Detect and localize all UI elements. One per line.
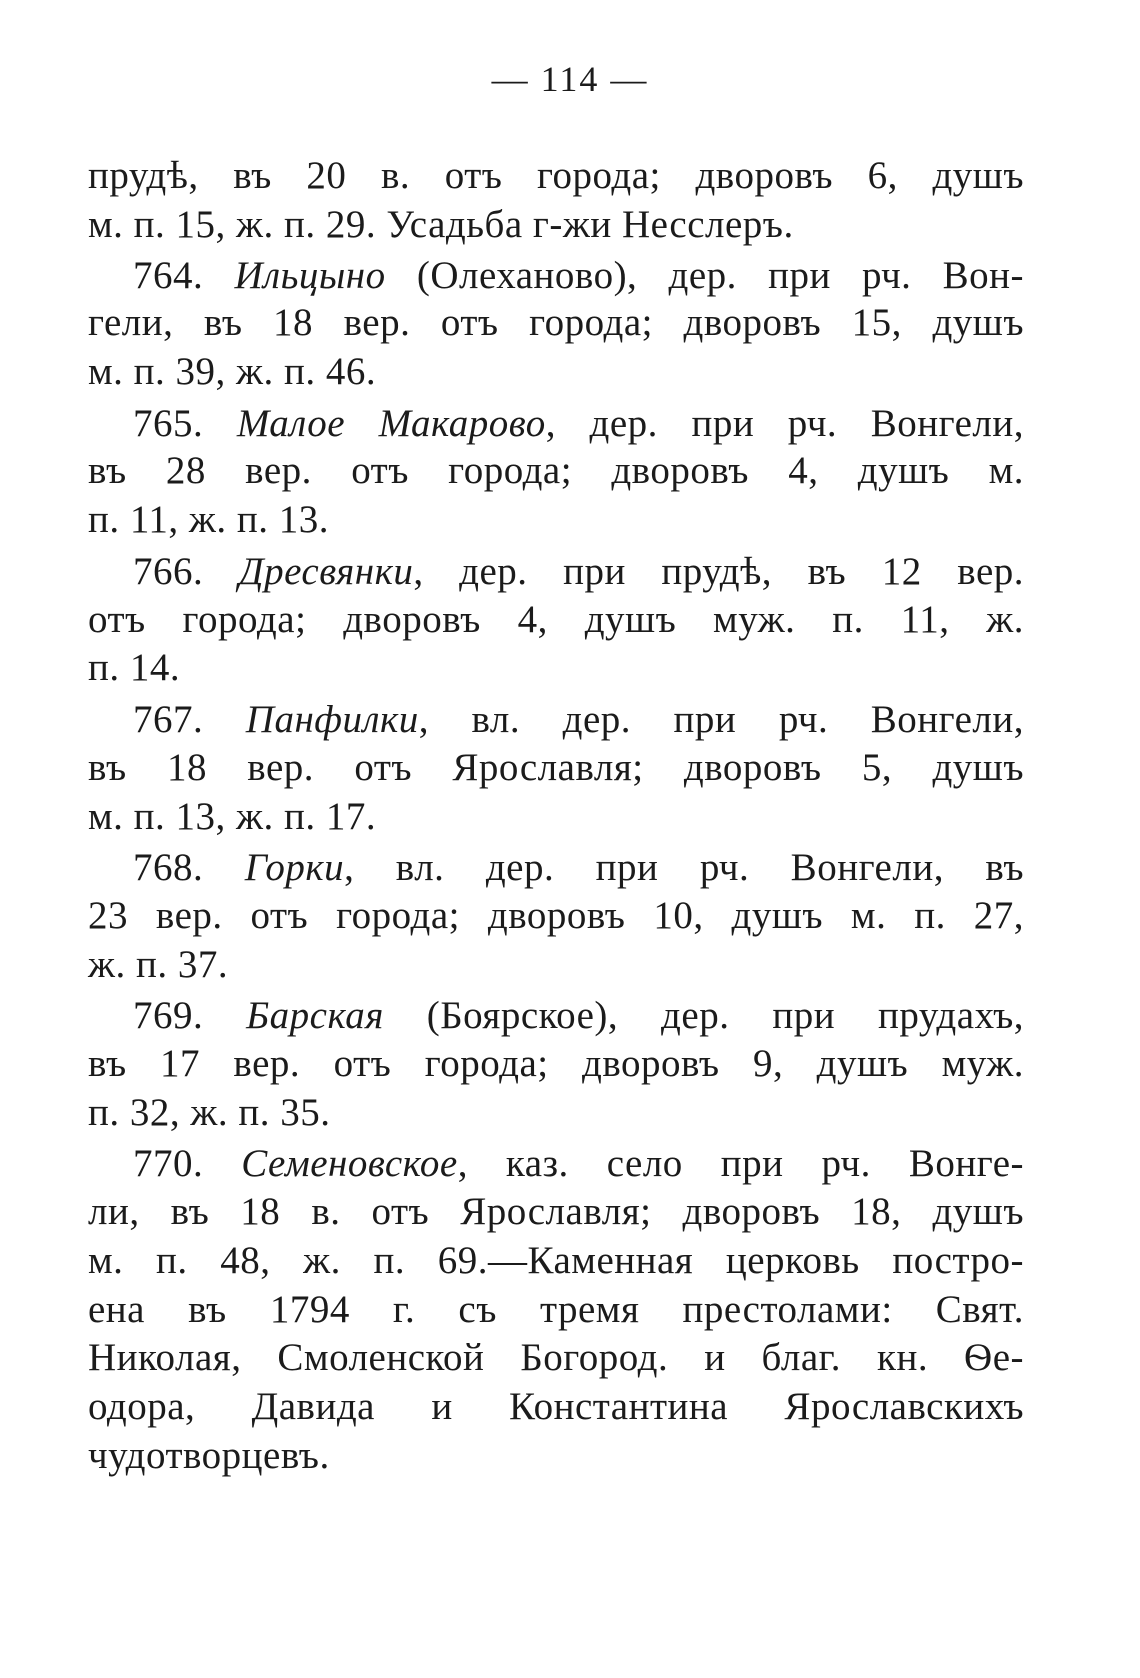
text-line <box>88 494 1024 546</box>
text-segment: м. п. 48, ж. п. 69.—Каменная церковь постро- <box>88 1239 1024 1282</box>
text-segment: 767. <box>133 698 246 741</box>
text-segment: м. п. 13, ж. п. 17. <box>88 795 377 838</box>
text-segment: въ 28 вер. отъ города; дворовъ 4, душъ м. <box>88 449 1024 492</box>
text-line <box>88 1186 1024 1238</box>
text-line <box>88 1087 1024 1139</box>
text-line <box>88 1332 1024 1384</box>
text-segment: , дер. при рч. Вонгели, <box>545 402 1024 445</box>
text-segment: ена въ 1794 г. съ тремя престолами: Свят. <box>88 1288 1024 1331</box>
text-line <box>88 1038 1024 1090</box>
text-segment: 23 вер. отъ города; дворовъ 10, душъ м. п. 27, <box>88 894 1024 937</box>
text-line <box>88 990 1024 1042</box>
text-segment: п. 11, ж. п. 13. <box>88 498 329 541</box>
text-line <box>88 1138 1024 1190</box>
text-segment: 765. <box>133 402 237 445</box>
text-segment: гели, въ 18 вер. отъ города; дворовъ 15, душъ <box>88 301 1024 344</box>
text-segment: м. п. 15, ж. п. 29. Усадьба г-жи Несслеръ. <box>88 203 794 246</box>
text-segment: п. 14. <box>88 646 181 689</box>
text-segment: , дер. при прудѣ, въ 12 вер. <box>413 550 1025 593</box>
text-segment: въ 18 вер. отъ Ярославля; дворовъ 5, душъ <box>88 746 1024 789</box>
text-line <box>88 842 1024 894</box>
text-segment: ж. п. 37. <box>88 943 229 986</box>
text-segment: , каз. село при рч. Вонге- <box>457 1142 1025 1185</box>
text-segment: п. 32, ж. п. 35. <box>88 1091 331 1134</box>
text-segment: 766. <box>133 550 239 593</box>
text-line <box>88 594 1024 646</box>
text-segment: отъ города; дворовъ 4, душъ муж. п. 11, ж. <box>88 598 1024 641</box>
text-line <box>88 1381 1024 1433</box>
text-segment: (Олеханово), дер. при рч. Вон- <box>385 254 1025 297</box>
text-segment: , вл. дер. при рч. Вонгели, <box>418 698 1024 741</box>
text-line <box>88 1284 1024 1336</box>
text-line <box>88 742 1024 794</box>
place-name: Барская <box>246 994 384 1037</box>
text-line <box>88 346 1024 398</box>
place-name: Дресвянки <box>238 550 414 593</box>
text-segment: (Боярское), дер. при прудахъ, <box>383 994 1024 1037</box>
text-segment: Николая, Смоленской Богород. и благ. кн. Ѳе- <box>88 1336 1024 1379</box>
text-line <box>88 1430 1024 1482</box>
text-segment: прудѣ, въ 20 в. отъ города; дворовъ 6, душъ <box>88 154 1024 197</box>
place-name: Горки <box>244 846 345 889</box>
text-segment: ли, въ 18 в. отъ Ярославля; дворовъ 18, душъ <box>88 1190 1024 1233</box>
text-line <box>88 199 1024 251</box>
text-segment: 769. <box>133 994 247 1037</box>
text-line <box>88 890 1024 942</box>
text-segment: 770. <box>133 1142 242 1185</box>
text-line <box>88 1235 1024 1287</box>
text-line <box>88 791 1024 843</box>
text-segment: въ 17 вер. отъ города; дворовъ 9, душъ муж. <box>88 1042 1024 1085</box>
place-name: Семеновское <box>241 1142 458 1185</box>
text-line <box>88 150 1024 202</box>
text-line <box>88 398 1024 450</box>
text-line <box>88 694 1024 746</box>
text-segment: 764. <box>133 254 235 297</box>
text-line <box>88 939 1024 991</box>
text-segment: одора, Давида и Константина Ярославскихъ <box>88 1385 1024 1428</box>
place-name: Панфилки <box>245 698 419 741</box>
place-name: Ильцыно <box>234 254 386 297</box>
text-segment: 768. <box>133 846 245 889</box>
page-number: — 114 — <box>491 59 649 99</box>
text-line <box>88 546 1024 598</box>
text-segment: чудотворцевъ. <box>88 1434 330 1477</box>
text-line <box>88 250 1024 302</box>
text-line <box>88 642 1024 694</box>
text-segment: м. п. 39, ж. п. 46. <box>88 350 377 393</box>
text-segment: , вл. дер. при рч. Вонгели, въ <box>344 846 1024 889</box>
text-line <box>88 445 1024 497</box>
place-name: Малое Макарово <box>236 402 546 445</box>
text-line <box>88 297 1024 349</box>
